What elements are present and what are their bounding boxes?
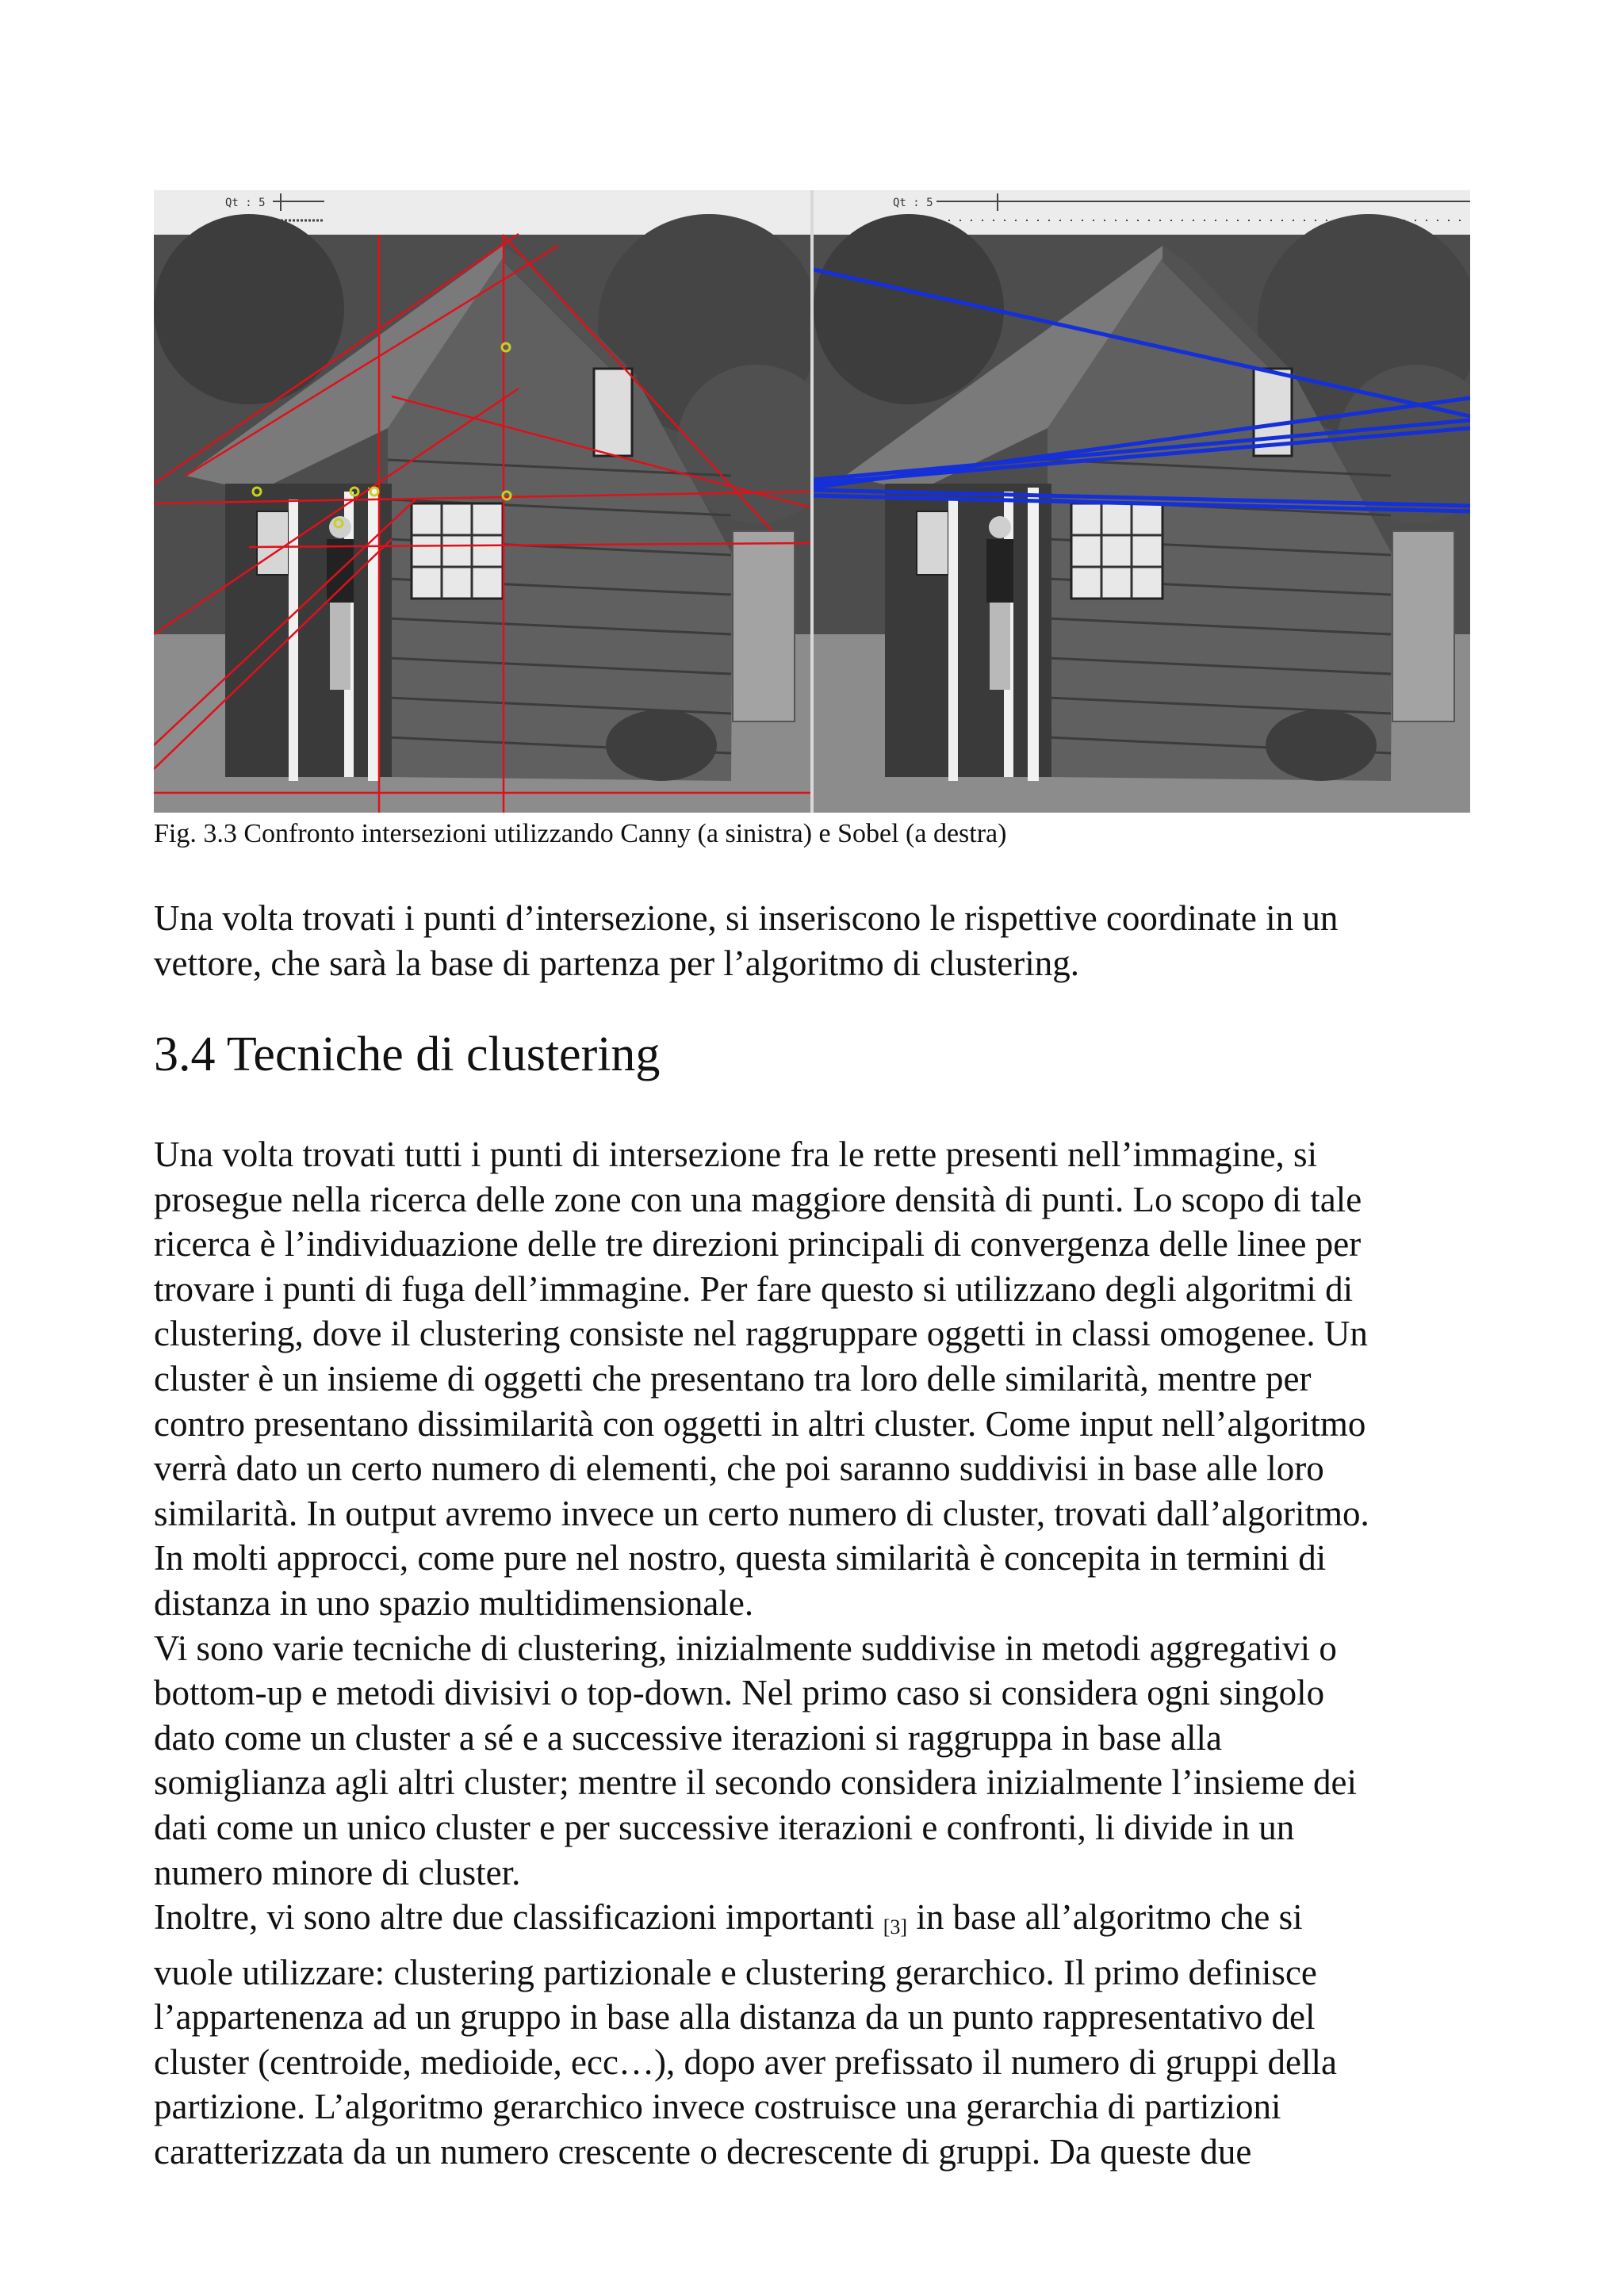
bush bbox=[606, 710, 717, 781]
bush bbox=[1266, 710, 1377, 781]
text-line: In molti approcci, come pure nel nostro, questa similarità è concepita in termini di bbox=[154, 1538, 1327, 1578]
text-line: vuole utilizzare: clustering partizionale e clustering gerarchico. Il primo definisce bbox=[154, 1952, 1317, 1992]
figure-3-3 bbox=[154, 190, 1470, 813]
counter-label: Qt : 5 bbox=[893, 197, 933, 209]
text-line: bottom-up e metodi divisivi o top-down. Nel primo caso si considera ogni singolo bbox=[154, 1673, 1325, 1713]
text-line-start: Inoltre, vi sono altre due classificazioni importanti bbox=[154, 1897, 883, 1938]
sobel-panel bbox=[814, 190, 1470, 813]
text-line: distanza in uno spazio multidimensionale. bbox=[154, 1582, 754, 1623]
figure-caption: Fig. 3.3 Confronto intersezioni utilizzando Canny (a sinistra) e Sobel (a destra) bbox=[154, 819, 1007, 848]
section-heading: 3.4 Tecniche di clustering bbox=[154, 1027, 661, 1081]
text-line: clustering, dove il clustering consiste nel raggruppare oggetti in classi omogenee. Un bbox=[154, 1314, 1368, 1354]
porch-post bbox=[948, 499, 958, 781]
porch-post bbox=[368, 488, 379, 781]
text-line: verrà dato un certo numero di elementi, che poi saranno suddivisi in base alle loro bbox=[154, 1448, 1324, 1489]
person bbox=[986, 516, 1013, 690]
text-line: dati come un unico cluster e per successive iterazioni e confronti, li divide in un bbox=[154, 1807, 1295, 1847]
text-line-end: in base all’algoritmo che si bbox=[907, 1897, 1303, 1938]
text-line: caratterizzata da un numero crescente o decrescente di gruppi. Da queste due bbox=[154, 2132, 1252, 2172]
body-paragraph bbox=[154, 1132, 1486, 2175]
text-line: l’appartenenza ad un gruppo in base alla distanza da un punto rappresentativo del bbox=[154, 1997, 1316, 2038]
canny-panel bbox=[154, 190, 810, 813]
shed-door bbox=[733, 531, 795, 721]
porch bbox=[225, 484, 392, 777]
text-line: vettore, che sarà la base di partenza per l’algoritmo di clustering. bbox=[154, 943, 1080, 983]
front-window bbox=[1071, 503, 1162, 599]
text-line: Una volta trovati tutti i punti di intersezione fra le rette presenti nell’immagine, si bbox=[154, 1135, 1318, 1174]
citation-reference[interactable]: [3] bbox=[883, 1915, 908, 1939]
sobel-house-image bbox=[814, 190, 1470, 813]
porch bbox=[885, 484, 1051, 777]
shed-door bbox=[1392, 531, 1454, 721]
text-line: numero minore di cluster. bbox=[154, 1852, 521, 1892]
canny-house-image bbox=[154, 190, 810, 813]
text-line: cluster è un insieme di oggetti che presentano tra loro delle similarità, mentre per bbox=[154, 1358, 1312, 1399]
gable-window bbox=[594, 369, 632, 456]
text-line: ricerca è l’individuazione delle tre direzioni principali di convergenza delle linee per bbox=[154, 1224, 1362, 1265]
front-window bbox=[412, 503, 503, 599]
text-line: partizione. L’algoritmo gerarchico invece costruisce una gerarchia di partizioni bbox=[154, 2087, 1281, 2127]
counter-label: Qt : 5 bbox=[225, 197, 266, 209]
text-line: trovare i punti di fuga dell’immagine. Per fare questo si utilizzano degli algoritmi di bbox=[154, 1269, 1354, 1309]
text-line: cluster (centroide, medioide, ecc…), dopo aver prefissato il numero di gruppi della bbox=[154, 2042, 1337, 2082]
text-line: somiglianza agli altri cluster; mentre il secondo considera inizialmente l’insieme dei bbox=[154, 1762, 1357, 1803]
text-line: dato come un cluster a sé e a successive iterazioni si raggruppa in base alla bbox=[154, 1717, 1222, 1758]
text-line: Vi sono varie tecniche di clustering, inizialmente suddivise in metodi aggregativi o bbox=[154, 1628, 1337, 1668]
text-line: similarità. In output avremo invece un certo numero di cluster, trovati dall’algoritmo. bbox=[154, 1493, 1369, 1533]
text-line: prosegue nella ricerca delle zone con una maggiore densità di punti. Lo scopo di tale bbox=[154, 1179, 1362, 1219]
person bbox=[327, 516, 354, 690]
text-line: contro presentano dissimilarità con oggetti in altri cluster. Come input nell’algoritmo bbox=[154, 1403, 1366, 1444]
intro-paragraph bbox=[154, 896, 1486, 985]
porch-post bbox=[1028, 488, 1039, 781]
text-line: Una volta trovati i punti d’intersezione, si inseriscono le rispettive coordinate in un bbox=[154, 898, 1339, 938]
